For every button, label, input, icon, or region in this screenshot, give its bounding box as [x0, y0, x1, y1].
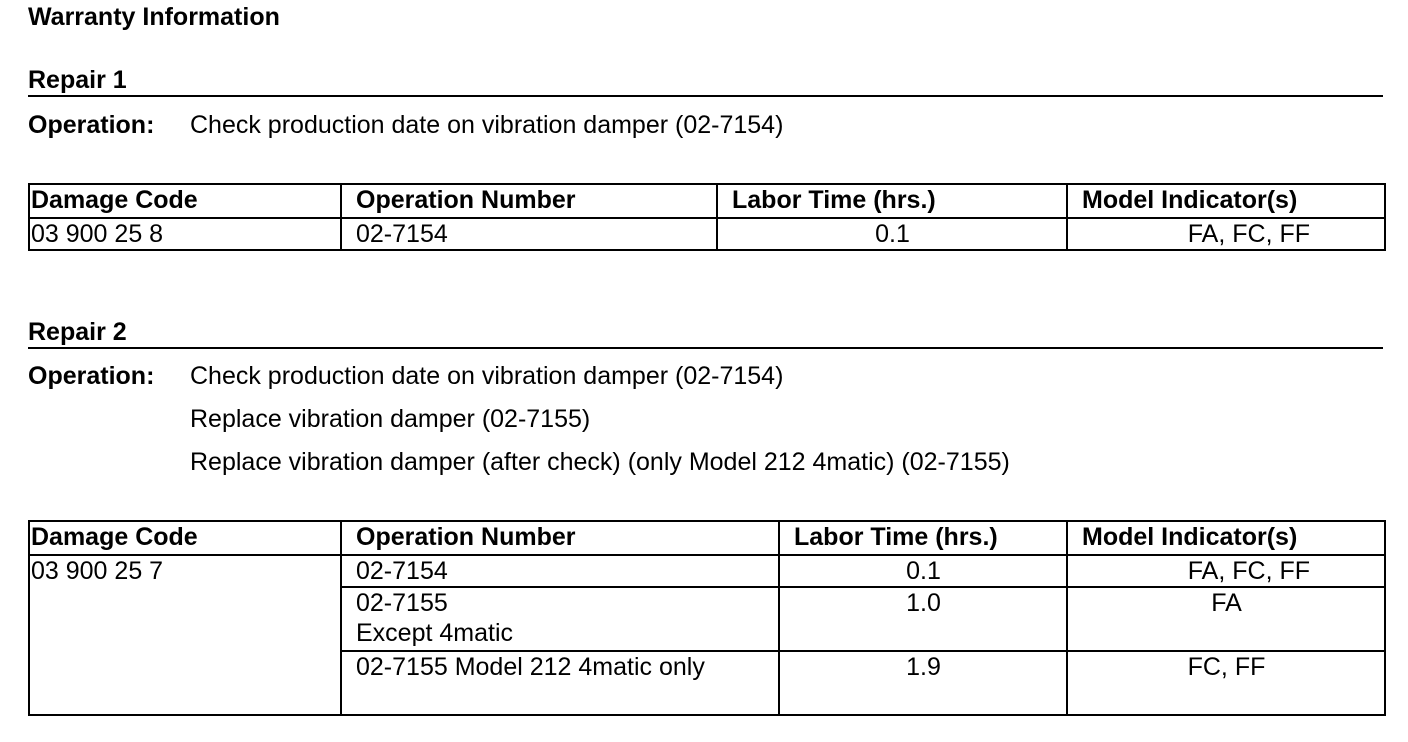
damage-code-cell: 03 900 25 7	[29, 555, 341, 715]
table-row	[29, 555, 1385, 587]
labor-time-cell: 1.9	[779, 651, 1067, 715]
labor-time-cell: 1.0	[779, 587, 1067, 651]
operation-number-cell	[341, 587, 779, 651]
repair-1-heading: Repair 1	[28, 66, 127, 94]
header-operation-number: Operation Number	[341, 521, 779, 555]
model-indicators-cell: FC, FF	[1067, 651, 1385, 715]
header-operation-number: Operation Number	[341, 184, 717, 218]
repair-2-operation-text-1: Check production date on vibration damper (02-7154)	[190, 362, 784, 390]
repair-2-divider	[28, 347, 1383, 349]
operation-note: Except 4matic	[356, 619, 514, 647]
repair-2-heading: Repair 2	[28, 318, 127, 346]
page-title: Warranty Information	[28, 3, 280, 31]
repair-2-operation-label: Operation:	[28, 362, 155, 390]
header-labor-time: Labor Time (hrs.)	[779, 521, 1067, 555]
operation-number: 02-7155	[356, 589, 448, 617]
repair-1-table	[28, 183, 1386, 251]
labor-time-cell: 0.1	[717, 218, 1067, 250]
model-indicators-cell: FA	[1067, 587, 1385, 651]
repair-1-operation-text: Check production date on vibration damper (02-7154)	[190, 111, 784, 139]
header-damage-code: Damage Code	[29, 521, 341, 555]
repair-2-table	[28, 520, 1386, 716]
table-header-row	[29, 521, 1385, 555]
labor-time-cell: 0.1	[779, 555, 1067, 587]
header-labor-time: Labor Time (hrs.)	[717, 184, 1067, 218]
operation-number-cell: 02-7155 Model 212 4matic only	[341, 651, 779, 715]
damage-code-cell: 03 900 25 8	[29, 218, 341, 250]
header-model-indicators: Model Indicator(s)	[1067, 184, 1385, 218]
repair-2-operation-text-2: Replace vibration damper (02-7155)	[190, 405, 591, 433]
header-damage-code: Damage Code	[29, 184, 341, 218]
table-header-row	[29, 184, 1385, 218]
repair-1-operation-label: Operation:	[28, 111, 155, 139]
operation-number-cell: 02-7154	[341, 555, 779, 587]
operation-number-cell: 02-7154	[341, 218, 717, 250]
repair-1-divider	[28, 95, 1383, 97]
header-model-indicators: Model Indicator(s)	[1067, 521, 1385, 555]
table-row	[29, 218, 1385, 250]
model-indicators-cell: FA, FC, FF	[1067, 218, 1385, 250]
repair-2-operation-text-3: Replace vibration damper (after check) (only Model 212 4matic) (02-7155)	[190, 448, 1010, 476]
model-indicators-cell: FA, FC, FF	[1067, 555, 1385, 587]
